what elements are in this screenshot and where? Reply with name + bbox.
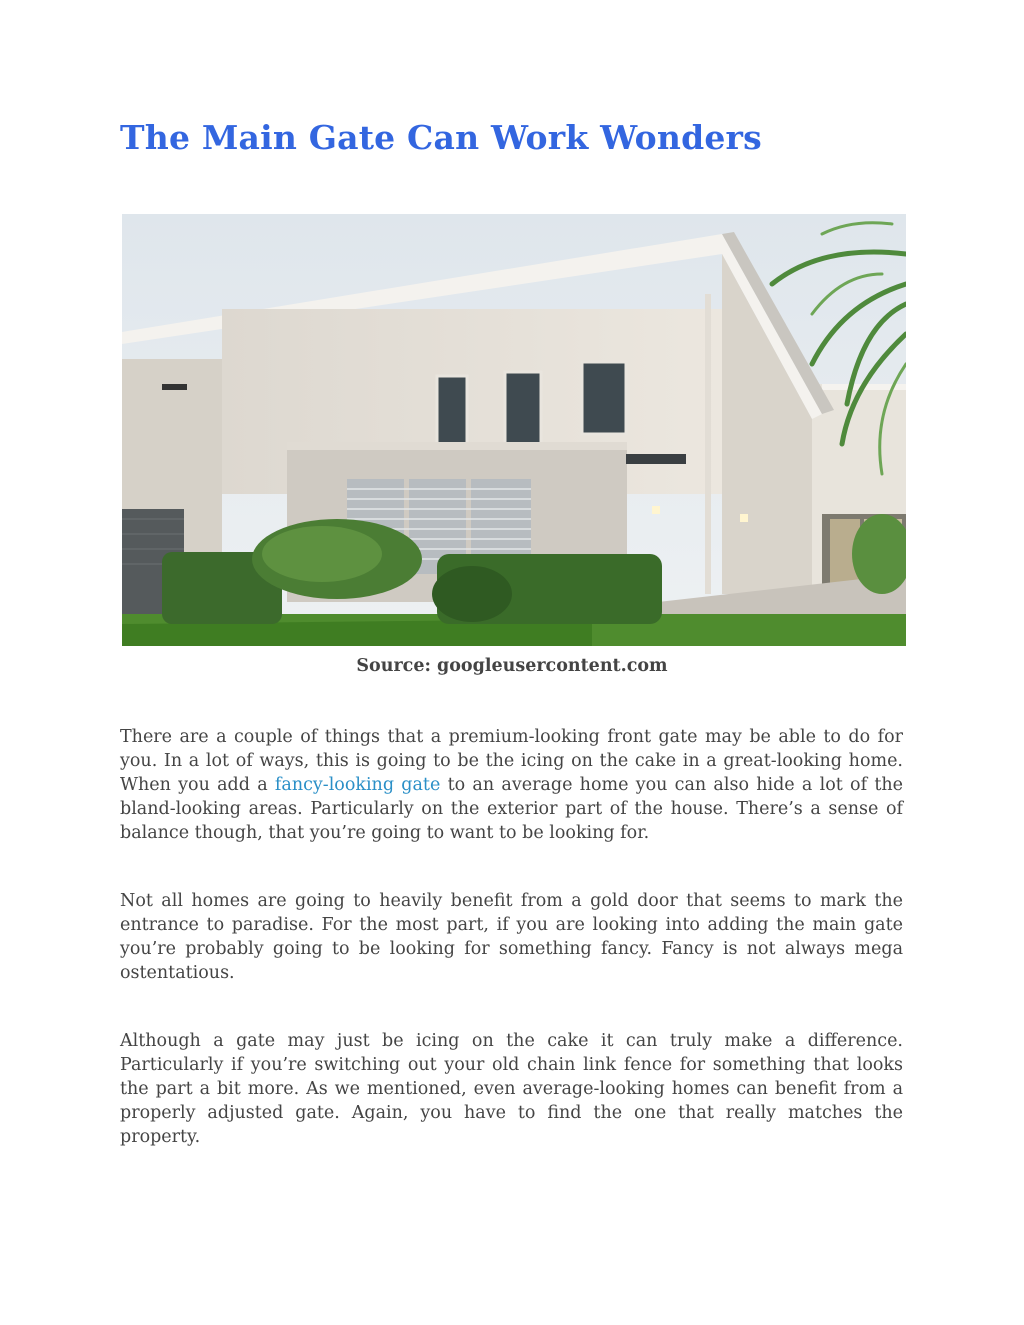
house-photo — [122, 214, 906, 646]
image-caption: Source: googleusercontent.com — [356, 656, 668, 676]
paragraph-2: Not all homes are going to heavily benefit from a gold door that seems to mark the entrance to paradise. For the most part, if you are looking into adding the main gate you’re probably going to be looking for something fancy. Fancy is not always mega ostentatious. — [120, 891, 903, 983]
paragraph-1-text-start: There are a couple of things that a premium-looking front gate may be able to do for you. In a lot of ways, this is going to be the icing on the cake in a great-looking home. When you add a — [120, 727, 903, 795]
paragraph-1 — [120, 725, 903, 845]
page-title: The Main Gate Can Work Wonders — [120, 118, 762, 157]
paragraph-1-text-end: to an average home you can also hide a lot of the bland-looking areas. Particularly on the exterior part of the house. There’s a sense of balance though, that you’re going to want to be looking for. — [120, 775, 903, 843]
fancy-looking-gate-link[interactable]: fancy-looking gate — [274, 775, 441, 795]
paragraph-3: Although a gate may just be icing on the cake it can truly make a difference. Particularly if you’re switching out your old chain link fence for something that looks the part a bit more. As we mentioned, even average-looking homes can benefit from a properly adjusted gate. Again, you have to find the one that really matches the property. — [120, 1031, 903, 1147]
